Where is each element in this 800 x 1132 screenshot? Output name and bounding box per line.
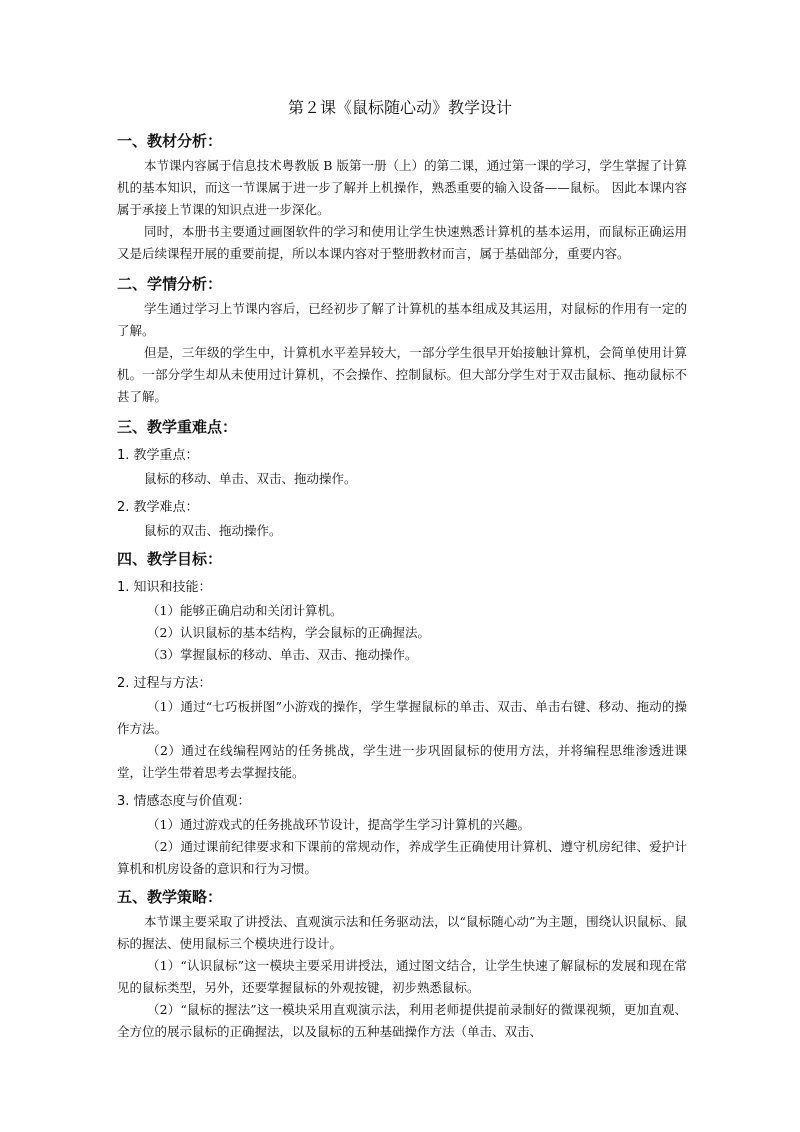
paragraph: 但是，三年级的学生中，计算机水平差异较大，一部分学生很早开始接触计算机，会简单使用计算机。一部分学生却从未使用过计算机，不会操作、控制鼠标。但大部分学生对于双击鼠标、拖动鼠标不甚了解。 <box>117 345 687 404</box>
paragraph: （2）通过在线编程网站的任务挑战，学生进一步巩固鼠标的使用方法，并将编程思维渗透进课堂，让学生带着思考去掌握技能。 <box>117 743 687 780</box>
paragraph: 本节课主要采取了讲授法、直观演示法和任务驱动法，以“鼠标随心动”为主题，围绕认识鼠标、鼠标的握法、使用鼠标三个模块进行设计。 <box>117 914 687 951</box>
section-heading-teaching-strategy: 五、教学策略： <box>117 888 223 906</box>
document-title: 第２课《鼠标随心动》教学设计 <box>287 98 512 117</box>
section-heading-material-analysis: 一、教材分析： <box>117 132 223 150</box>
document-body <box>117 126 687 1043</box>
paragraph: （1）通过游戏式的任务挑战环节设计，提高学生学习计算机的兴趣。 <box>147 817 530 832</box>
paragraph: 学生通过学习上节课内容后，已经初步了解了计算机的基本组成及其运用，对鼠标的作用有一定的了解。 <box>117 301 687 338</box>
list-item: （1）能够正确启动和关闭计算机。 <box>147 603 343 618</box>
paragraph: （2）“鼠标的握法”这一模块采用直观演示法，利用老师提供提前录制好的微课视频，更加直观、全方位的展示鼠标的正确握法，以及鼠标的五种基础操作方法（单击、双击、 <box>117 1002 687 1039</box>
list-item: （2）认识鼠标的基本结构，学会鼠标的正确握法。 <box>147 625 430 640</box>
section-heading-student-analysis: 二、学情分析： <box>117 275 223 293</box>
paragraph: （2）通过课前纪律要求和下课前的常规动作，养成学生正确使用计算机、遵守机房纪律、爱护计算机和机房设备的意识和行为习惯。 <box>117 839 687 876</box>
subheading-process-method: 2. 过程与方法： <box>117 676 212 691</box>
section-heading-key-difficult-points: 三、教学重难点： <box>117 418 238 436</box>
subheading-attitude-values: 3. 情感态度与价值观： <box>117 794 251 809</box>
paragraph: 鼠标的移动、单击、双击、拖动操作。 <box>144 471 357 486</box>
paragraph: （1）通过“七巧板拼图”小游戏的操作，学生掌握鼠标的单击、双击、单击右键、移动、拖动的操作方法。 <box>117 699 687 736</box>
list-item: （3）掌握鼠标的移动、单击、双击、拖动操作。 <box>147 647 418 662</box>
paragraph: （1）“认识鼠标”这一模块主要采用讲授法，通过图文结合，让学生快速了解鼠标的发展和现在常见的鼠标类型，另外，还要掌握鼠标的外观按键，初步熟悉鼠标。 <box>117 958 687 995</box>
subheading-difficult-points: 2. 教学难点： <box>117 500 199 515</box>
paragraph: 同时，本册书主要通过画图软件的学习和使用让学生快速熟悉计算机的基本运用，而鼠标正确运用又是后续课程开展的重要前提，所以本课内容对于整册教材而言，属于基础部分，重要内容。 <box>117 224 687 261</box>
subheading-key-points: 1. 教学重点： <box>117 448 199 463</box>
paragraph: 本节课内容属于信息技术粤教版 B 版第一册（上）的第二课，通过第一课的学习，学生掌握了计算机的基本知识，而这一节课属于进一步了解并上机操作，熟悉重要的输入设备——鼠标。 因此本课内容属于承接上节课的知识点进一步深化。 <box>117 158 687 217</box>
paragraph: 鼠标的双击、拖动操作。 <box>144 523 282 538</box>
subheading-knowledge-skills: 1. 知识和技能： <box>117 580 212 595</box>
section-heading-teaching-goals: 四、教学目标： <box>117 550 223 568</box>
